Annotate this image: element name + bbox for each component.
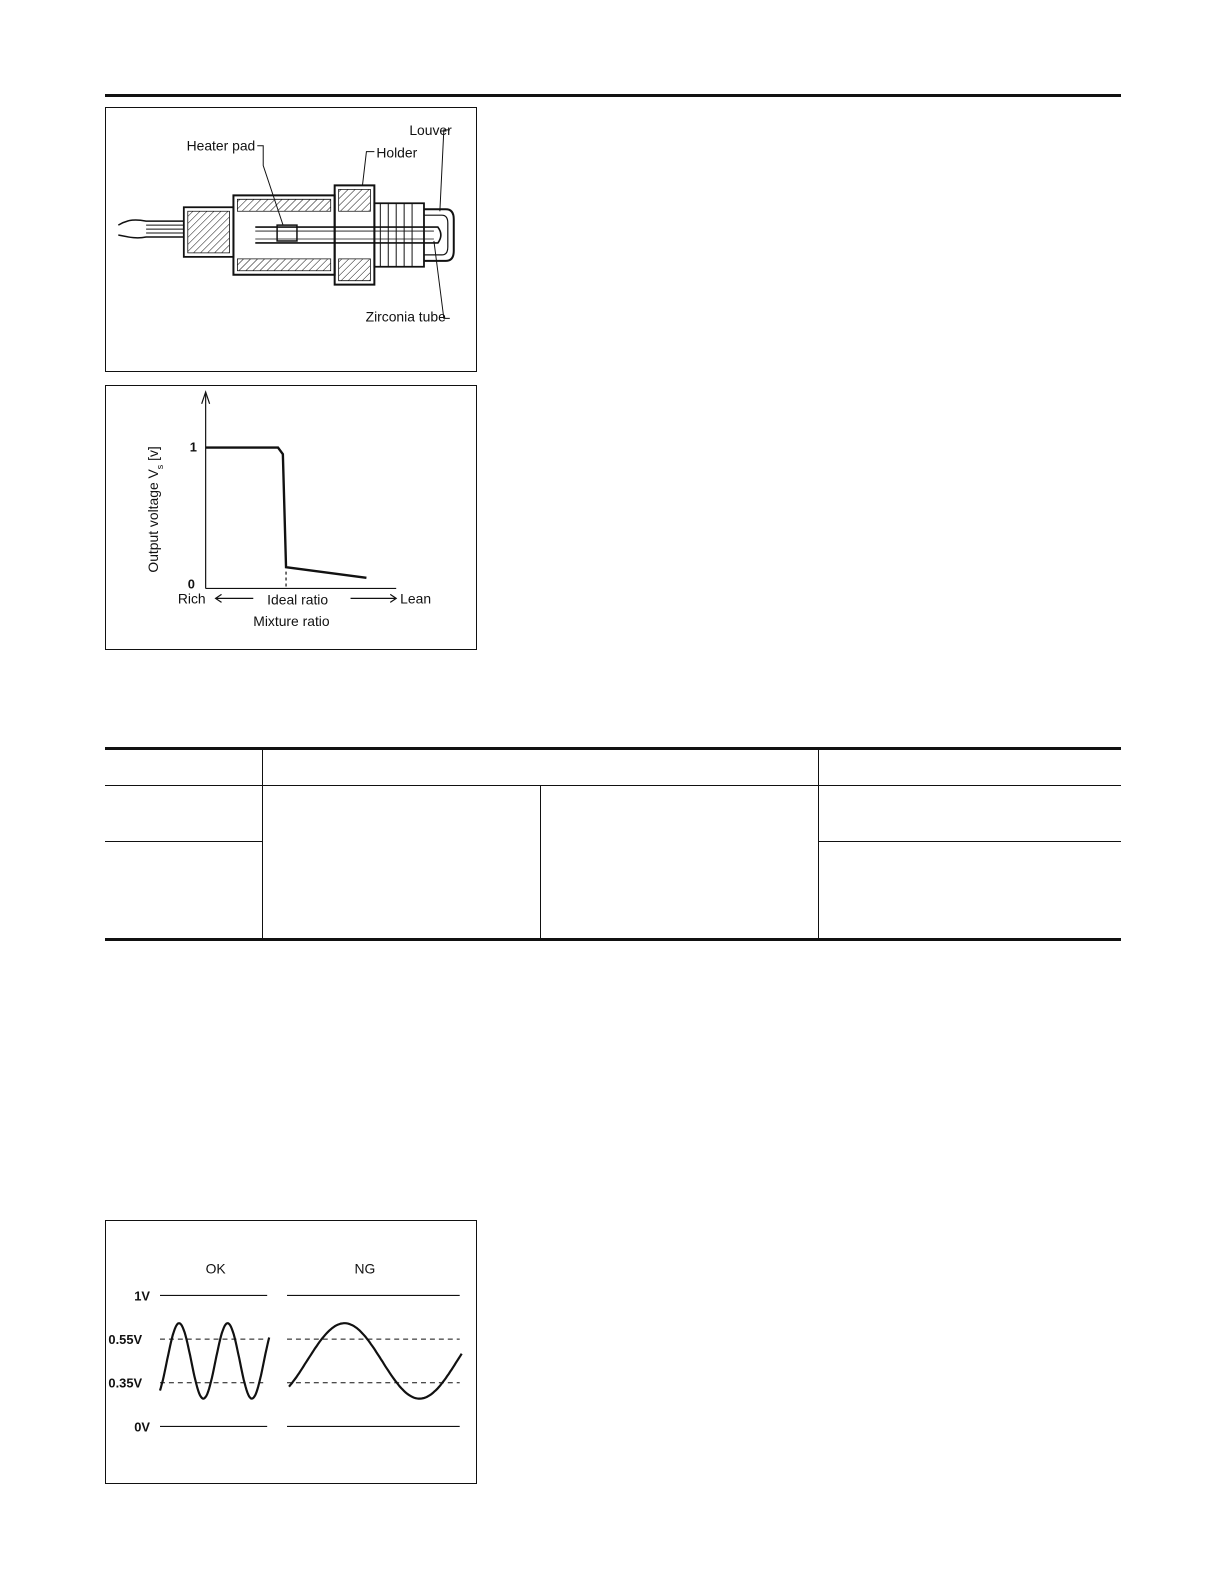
header-rule <box>105 94 1121 97</box>
y-tick-1: 1 <box>189 439 197 455</box>
table-col-rule-2 <box>540 785 541 940</box>
sensor-illustration <box>106 108 476 371</box>
y-tick-0: 0 <box>187 576 195 592</box>
rich-arrow <box>216 594 254 602</box>
level-055v: 0.55V <box>108 1332 143 1348</box>
ok-label: OK <box>205 1260 226 1277</box>
table-col-rule-3 <box>818 747 819 940</box>
waveform-illustration <box>106 1221 476 1483</box>
zirconia-tube-label: Zirconia tube <box>365 308 446 325</box>
level-1v: 1V <box>134 1288 150 1304</box>
louver-label: Louver <box>409 121 452 138</box>
level-035v: 0.35V <box>108 1375 143 1391</box>
lean-label: Lean <box>400 590 432 607</box>
output-voltage-graph-figure <box>105 385 477 650</box>
ideal-ratio-label: Ideal ratio <box>267 591 329 608</box>
ng-waveform <box>289 1323 462 1398</box>
sensor-cross-section-figure <box>105 107 477 372</box>
waveform-figure <box>105 1220 477 1484</box>
level-0v: 0V <box>134 1419 150 1435</box>
table-top-rule <box>105 747 1121 750</box>
table-col-rule-1 <box>262 747 263 940</box>
table-header-rule <box>105 785 1121 786</box>
table-row-rule-right <box>818 841 1121 842</box>
output-voltage-chart <box>106 386 476 649</box>
voltage-curve <box>206 448 367 578</box>
x-axis-label: Mixture ratio <box>253 613 330 630</box>
y-axis-label: Output voltage $V_s$ [v] <box>145 446 166 573</box>
table-bottom-rule <box>105 938 1121 941</box>
rich-label: Rich <box>177 590 206 607</box>
specification-table <box>105 747 1121 941</box>
ng-label: NG <box>354 1260 376 1277</box>
table-row-rule-left <box>105 841 262 842</box>
lean-arrow <box>351 594 397 602</box>
ok-waveform <box>160 1323 269 1398</box>
holder-label: Holder <box>376 144 418 161</box>
heater-pad-label: Heater pad <box>186 137 256 154</box>
